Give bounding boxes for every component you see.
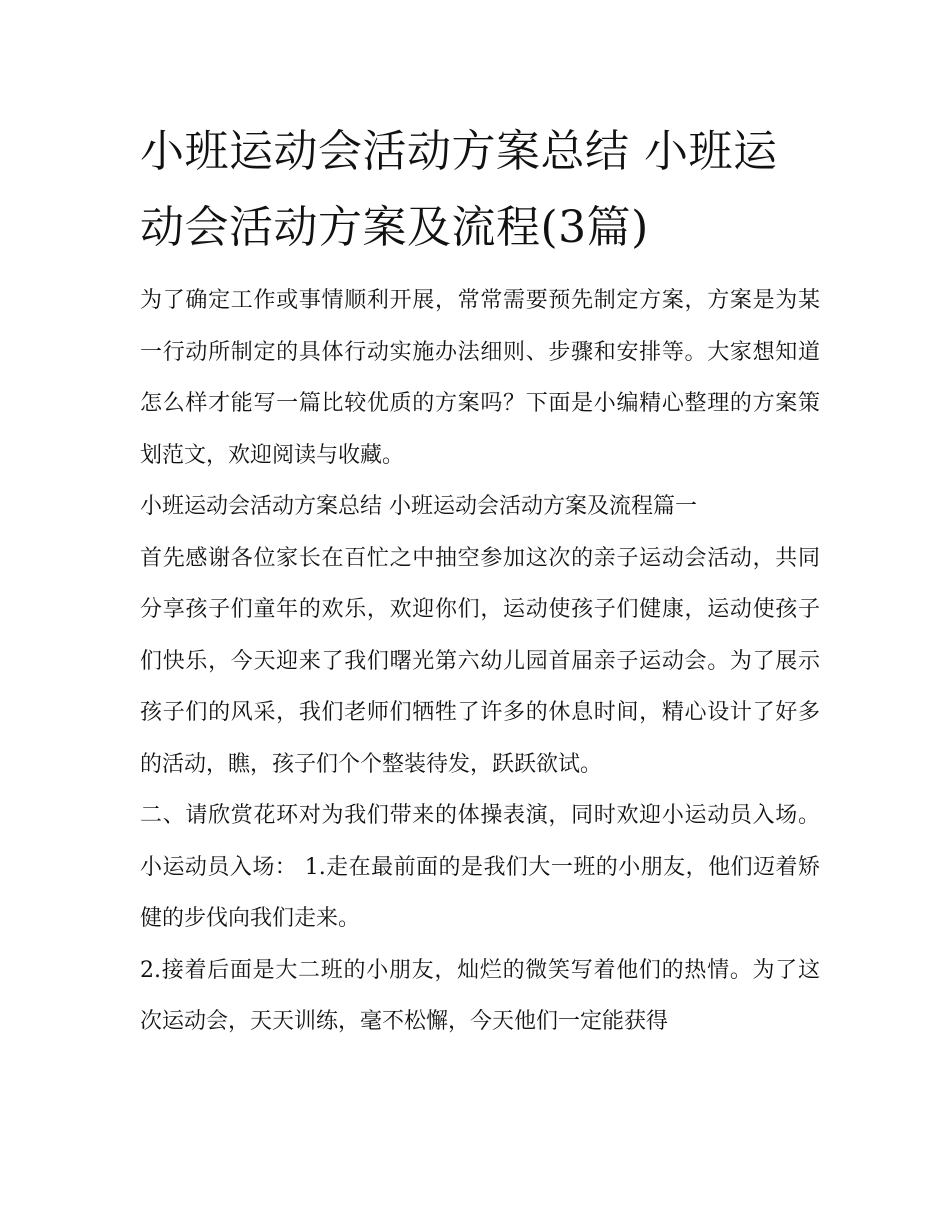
document-title: 小班运动会活动方案总结 小班运动会活动方案及流程(3篇) [140, 126, 778, 253]
body-paragraph-2: 二、请欣赏花环对为我们带来的体操表演，同时欢迎小运动员入场。 小运动员入场： 1.走在最前面的是我们大一班的小朋友，他们迈着矫健的步伐向我们走来。 [140, 803, 820, 931]
document-body [140, 275, 820, 1048]
body-paragraph-1: 首先感谢各位家长在百忙之中抽空参加这次的亲子运动会活动，共同分享孩子们童年的欢乐，欢迎你们，运动使孩子们健康，运动使孩子们快乐，今天迎来了我们曙光第六幼儿园首届亲子运动会。为了展示孩子们的风采，我们老师们牺牲了许多的休息时间，精心设计了好多的活动，瞧，孩子们个个整装待发，跃跃欲试。 [140, 545, 820, 777]
body-paragraph-3: 2.接着后面是大二班的小朋友，灿烂的微笑写着他们的热情。为了这次运动会，天天训练，毫不松懈，今天他们一定能获得 [140, 957, 820, 1034]
intro-paragraph: 为了确定工作或事情顺利开展，常常需要预先制定方案，方案是为某一行动所制定的具体行动实施办法细则、步骤和安排等。大家想知道怎么样才能写一篇比较优质的方案吗？下面是小编精心整理的方案策划范文，欢迎阅读与收藏。 [140, 288, 820, 468]
section-heading: 小班运动会活动方案总结 小班运动会活动方案及流程篇一 [140, 494, 697, 519]
